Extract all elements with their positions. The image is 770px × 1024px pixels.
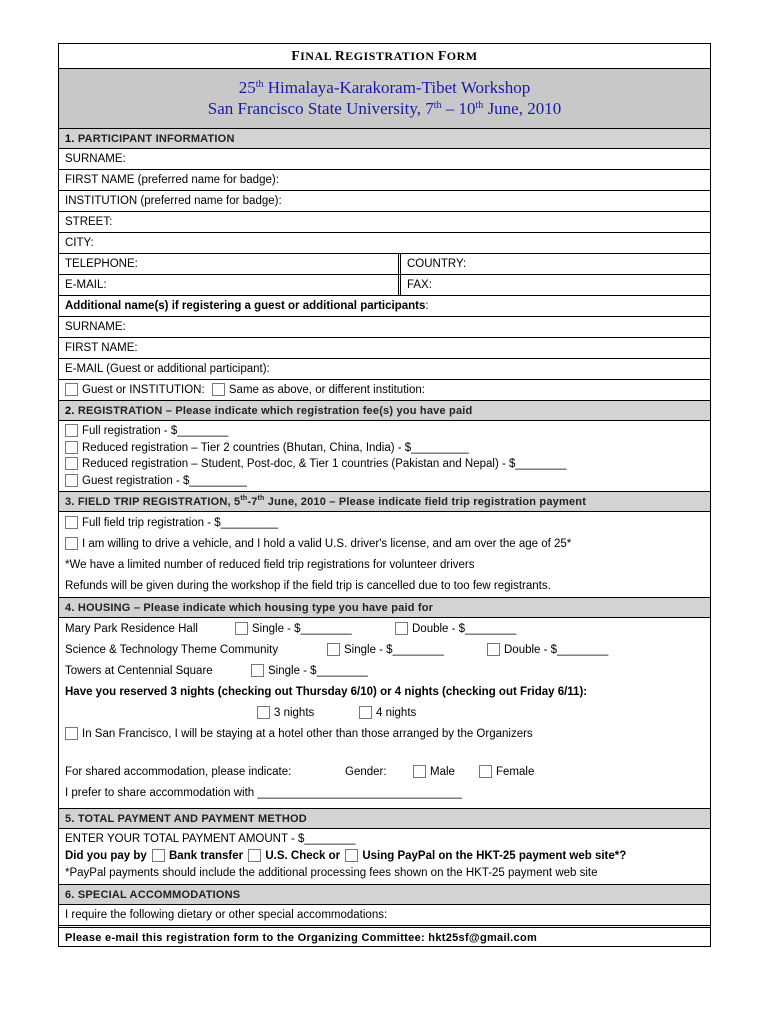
full-registration-checkbox[interactable]	[65, 424, 78, 437]
payment-method-row: Did you pay by Bank transfer U.S. Check or Using PayPal on the HKT-25 payment web site*?	[65, 850, 627, 862]
hotel-checkbox[interactable]	[65, 727, 78, 740]
telephone-field[interactable]: TELEPHONE:	[59, 254, 401, 274]
nights-question: Have you reserved 3 nights (checking out Thursday 6/10) or 4 nights (checking out Friday 6/11):	[65, 686, 588, 698]
full-field-trip-option[interactable]: Full field trip registration - $_________	[65, 513, 710, 534]
hotel-option[interactable]: In San Francisco, I will be staying at a hotel other than those arranged by the Organizers	[65, 724, 710, 745]
bank-transfer-checkbox[interactable]	[152, 849, 165, 862]
paypal-note: *PayPal payments should include the additional processing fees shown on the HKT-25 payment web site	[65, 867, 598, 879]
section-3-header: 3. FIELD TRIP REGISTRATION, 5th-7th June, 2010 – Please indicate field trip registration payment	[59, 491, 710, 511]
male-checkbox[interactable]	[413, 765, 426, 778]
tier2-registration-checkbox[interactable]	[65, 441, 78, 454]
nights-options: 3 nights 4 nights	[65, 703, 710, 724]
email-field[interactable]: E-MAIL:	[59, 275, 401, 295]
special-accommodations-field[interactable]: I require the following dietary or other special accommodations:	[59, 904, 710, 925]
refund-note: Refunds will be given during the workshop if the field trip is cancelled due to too few registrants.	[65, 580, 551, 592]
housing-options	[59, 617, 710, 808]
us-check-checkbox[interactable]	[248, 849, 261, 862]
science-double-checkbox[interactable]	[487, 643, 500, 656]
additional-names-heading: Additional name(s) if registering a guest or additional participants:	[59, 295, 710, 316]
towers-single-checkbox[interactable]	[251, 664, 264, 677]
form-title: FINAL REGISTRATION FORM	[291, 48, 478, 63]
driver-option[interactable]: I am willing to drive a vehicle, and I hold a valid U.S. driver's license, and am over the age of 25*	[65, 534, 710, 555]
workshop-venue: San Francisco State University, 7th – 10th June, 2010	[207, 99, 562, 118]
towers-row: Towers at Centennial Square Single - $________	[65, 665, 368, 677]
full-field-trip-checkbox[interactable]	[65, 516, 78, 529]
field-trip-options	[59, 511, 710, 597]
workshop-title: 25th Himalaya-Karakoram-Tibet Workshop	[238, 78, 531, 97]
guest-surname-field[interactable]: SURNAME:	[59, 316, 710, 337]
city-field[interactable]: CITY:	[59, 232, 710, 253]
guest-registration-checkbox[interactable]	[65, 474, 78, 487]
country-field[interactable]: COUNTRY:	[407, 258, 467, 270]
section-4-header: 4. HOUSING – Please indicate which housing type you have paid for	[59, 597, 710, 617]
student-registration-checkbox[interactable]	[65, 457, 78, 470]
registration-options	[59, 420, 710, 491]
section-6-header: 6. SPECIAL ACCOMMODATIONS	[59, 884, 710, 904]
section-1-header: 1. PARTICIPANT INFORMATION	[59, 128, 710, 148]
section-2-header: 2. REGISTRATION – Please indicate which registration fee(s) you have paid	[59, 400, 710, 420]
registration-form	[58, 43, 711, 947]
guest-first-name-field[interactable]: FIRST NAME:	[59, 337, 710, 358]
workshop-banner	[59, 68, 710, 128]
mary-park-row: Mary Park Residence Hall Single - $________ Double - $________	[65, 623, 517, 635]
first-name-field[interactable]: FIRST NAME (preferred name for badge):	[59, 169, 710, 190]
driver-note: *We have a limited number of reduced field trip registrations for volunteer drivers	[65, 559, 475, 571]
three-nights-checkbox[interactable]	[257, 706, 270, 719]
submit-instructions: Please e-mail this registration form to the Organizing Committee: hkt25sf@gmail.com	[59, 925, 710, 946]
driver-checkbox[interactable]	[65, 537, 78, 550]
street-field[interactable]: STREET:	[59, 211, 710, 232]
fax-field[interactable]: FAX:	[407, 279, 432, 291]
same-institution-checkbox[interactable]	[212, 383, 225, 396]
institution-field[interactable]: INSTITUTION (preferred name for badge):	[59, 190, 710, 211]
share-with-field[interactable]: I prefer to share accommodation with ________________________________	[65, 787, 463, 799]
spacer	[65, 745, 710, 762]
payment-block	[59, 828, 710, 884]
guest-institution-checkbox[interactable]	[65, 383, 78, 396]
science-tech-row: Science & Technology Theme Community Single - $________ Double - $________	[65, 644, 609, 656]
section-5-header: 5. TOTAL PAYMENT AND PAYMENT METHOD	[59, 808, 710, 828]
four-nights-checkbox[interactable]	[359, 706, 372, 719]
female-checkbox[interactable]	[479, 765, 492, 778]
total-amount-field[interactable]: ENTER YOUR TOTAL PAYMENT AMOUNT - $________	[65, 833, 356, 845]
guest-email-field[interactable]: E-MAIL (Guest or additional participant):	[59, 358, 710, 379]
email-fax-row	[59, 274, 710, 295]
paypal-checkbox[interactable]	[345, 849, 358, 862]
mary-single-checkbox[interactable]	[235, 622, 248, 635]
surname-field[interactable]: SURNAME:	[59, 148, 710, 169]
guest-registration-option[interactable]: Guest registration - $_________	[65, 473, 710, 490]
full-registration-option[interactable]: Full registration - $________	[65, 423, 710, 440]
mary-double-checkbox[interactable]	[395, 622, 408, 635]
telephone-country-row	[59, 253, 710, 274]
shared-accommodation-row: For shared accommodation, please indicate: Gender: Male Female	[65, 766, 535, 778]
guest-institution-row: Guest or INSTITUTION: Same as above, or different institution:	[59, 379, 710, 400]
student-registration-option[interactable]: Reduced registration – Student, Post-doc, & Tier 1 countries (Pakistan and Nepal) - $________	[65, 456, 710, 473]
science-single-checkbox[interactable]	[327, 643, 340, 656]
tier2-registration-option[interactable]: Reduced registration – Tier 2 countries (Bhutan, China, India) - $_________	[65, 440, 710, 457]
